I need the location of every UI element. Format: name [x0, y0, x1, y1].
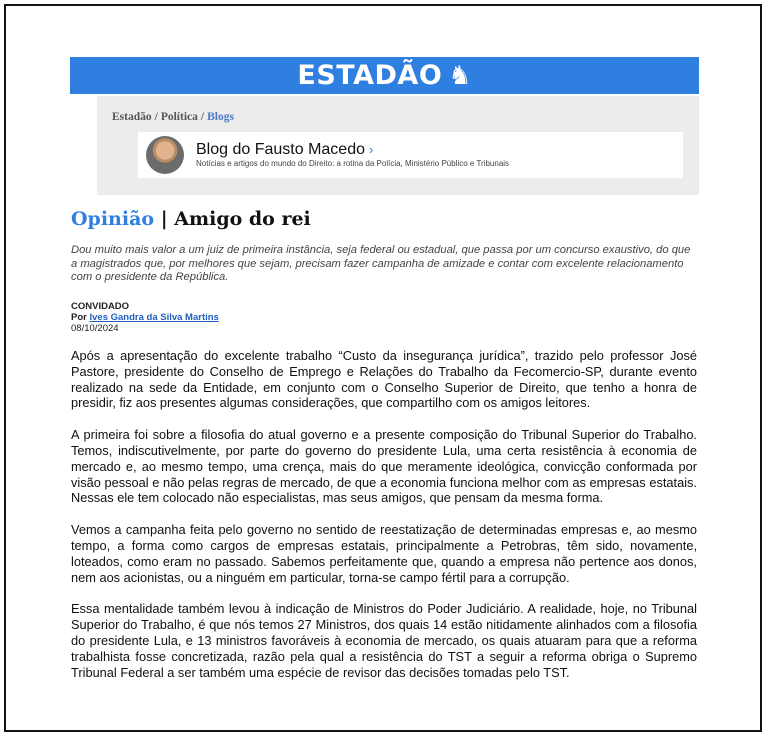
- breadcrumb-item-estadao[interactable]: Estadão: [112, 111, 152, 123]
- article-paragraph: Vemos a campanha feita pelo governo no sentido de reestatização de determinadas empresas e, ao mesmo tempo, a forma como cargos de empresas estatais, principalmente a Petrobras, têm sido, novamente, loteados, como eram no passado. Sabemos perfeitamente que, quando a empresa não pertence aos donos, nem aos acionistas, ou a ninguém em particular, torna-se campo fértil para a corrupção.: [71, 522, 697, 585]
- breadcrumb: [112, 111, 234, 123]
- chevron-right-icon: ›: [369, 142, 374, 157]
- breadcrumb-item-politica[interactable]: Política: [160, 111, 198, 123]
- article-paragraph: Após a apresentação do excelente trabalho “Custo da insegurança jurídica”, trazido pelo professor José Pastore, presidente do Conselho de Emprego e Relações do Trabalho da Fecomercio-SP, durante evento realizado na sede da Entidade, em conjunto com o Conselho Superior de Direito, que tenho a honra de presidir, fiz aos presentes algumas considerações, que compartilho com os amigos leitores.: [71, 348, 697, 411]
- estadao-header[interactable]: [70, 57, 699, 94]
- blog-author-avatar: [146, 136, 184, 174]
- byline-prefix: Por: [71, 312, 87, 323]
- blog-title[interactable]: [196, 141, 373, 159]
- byline: [71, 312, 219, 323]
- horse-rider-icon: ♞: [448, 60, 472, 90]
- article-paragraph: A primeira foi sobre a filosofia do atual governo e a presente composição do Tribunal Superior do Trabalho. Temos, indiscutivelmente, por parte do governo do presidente Lula, uma certa resistência à economia de mercado e, ao mesmo tempo, uma crença, mais do que meramente ideológica, convicção conformada por visão pessoal e não pelas regras de mercado, de que a economia funciona melhor com as empresas estatais. Nessas ele tem colocado não especialistas, mas seus amigos, que pensam da mesma forma.: [71, 427, 697, 506]
- breadcrumb-separator: /: [154, 111, 158, 123]
- breadcrumb-separator: /: [200, 111, 205, 123]
- article-paragraph: Essa mentalidade também levou à indicação de Ministros do Poder Judiciário. A realidade, hoje, no Tribunal Superior do Trabalho, é que nós temos 27 Ministros, dos quais 14 estão nitidamente alinhados com a filosofia do presidente Lula, e 13 ministros favoráveis à economia de mercado, os quais atuaram para que a reforma trabalhista fosse concretizada, razão pela qual a resistência do TST a seguir a reforma obriga o Supremo Tribunal Federal a ser também uma espécie de revisor das decisões tomadas pelo TST.: [71, 601, 697, 680]
- article-meta: [71, 301, 219, 334]
- article-body: [71, 348, 697, 696]
- article-heading: [71, 208, 311, 230]
- publish-date: 08/10/2024: [71, 323, 119, 334]
- author-link[interactable]: Ives Gandra da Silva Martins: [89, 312, 219, 323]
- blog-subtitle: Notícias e artigos do mundo do Direito: a rotina da Polícia, Ministério Público e Tribunais: [196, 159, 510, 168]
- breadcrumb-item-blogs[interactable]: Blogs: [207, 111, 234, 123]
- heading-divider: |: [160, 208, 168, 230]
- blog-title-text: Blog do Fausto Macedo: [196, 141, 365, 158]
- article-lead: Dou muito mais valor a um juiz de primeira instância, seja federal ou estadual, que passa por um concurso exaustivo, do que a magistrados que, por melhores que sejam, precisam fazer campanha de amizade e contar com excelente relacionamento com o presidente da República.: [71, 244, 691, 283]
- kicker-label: CONVIDADO: [71, 301, 130, 312]
- article-title: Amigo do rei: [174, 208, 311, 230]
- section-label[interactable]: Opinião: [71, 208, 155, 230]
- estadao-logo[interactable]: ESTADÃO: [297, 60, 443, 91]
